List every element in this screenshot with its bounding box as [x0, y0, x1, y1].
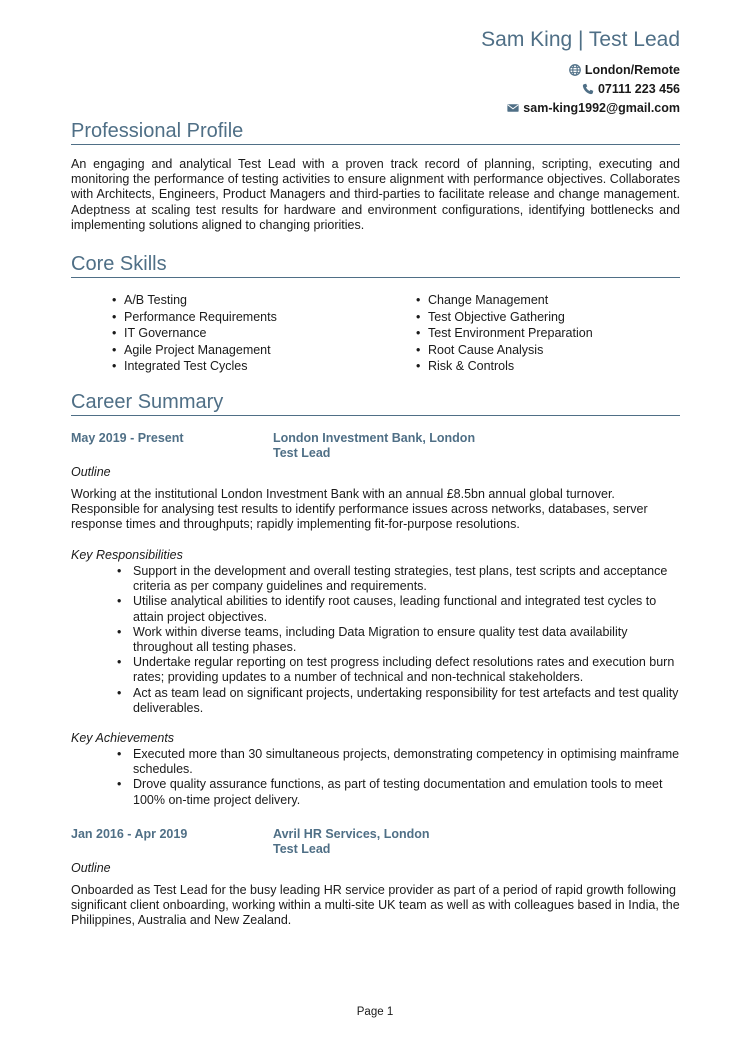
candidate-name: Sam King | Test Lead: [481, 28, 680, 51]
email-line: [507, 101, 680, 115]
phone-icon: [582, 83, 594, 95]
outline-label: Outline: [71, 861, 111, 875]
job-outline: Working at the institutional London Investment Bank with an annual £8.5bn annual global turnover. Responsible for analysing test results to identify performance issues across networks, databases, server response times and throughputs; rapidly implementing fit-for-purpose resolutions.: [71, 487, 648, 532]
skill-item: • IT Governance: [112, 325, 392, 342]
globe-icon: [569, 64, 581, 76]
skill-item: • Performance Requirements: [112, 309, 392, 326]
email-text[interactable]: sam-king1992@gmail.com: [523, 101, 680, 115]
skill-item: • Integrated Test Cycles: [112, 358, 392, 375]
list-item: • Executed more than 30 simultaneous projects, demonstrating competency in optimising mainframe schedules.: [133, 747, 681, 777]
skill-item: • A/B Testing: [112, 292, 392, 309]
job-dates: May 2019 - Present: [71, 431, 184, 445]
skill-item: • Test Environment Preparation: [416, 325, 680, 342]
job-dates: Jan 2016 - Apr 2019: [71, 827, 188, 841]
career-heading: Career Summary: [71, 390, 680, 416]
list-item: • Undertake regular reporting on test progress including defect resolutions rates and execution burn rates; providing updates to a number of technical and non-technical stakeholders.: [133, 655, 681, 685]
achievements-label: Key Achievements: [71, 731, 175, 745]
profile-text: An engaging and analytical Test Lead with a proven track record of planning, scripting, executing and monitoring the performance of testing activities to ensure alignment with performance objectives. Collaborates with Architects, Engineers, Product Managers and third-parties to facilitate release and change management. Adeptness at scaling test results for hardware and environment configurations, identifying bottlenecks and implementing solutions aligned to changing priorities.: [71, 157, 680, 232]
job-outline: Onboarded as Test Lead for the busy leading HR service provider as part of a period of rapid growth following significant client onboarding, working within a multi-site UK team as well as with colleagues based in India, the Philippines, Australia and New Zealand.: [71, 883, 680, 928]
phone-text: 07111 223 456: [597, 82, 680, 96]
profile-heading: Professional Profile: [71, 119, 680, 145]
envelope-icon: [507, 102, 519, 114]
skill-item: • Agile Project Management: [112, 342, 392, 359]
list-item: • Utilise analytical abilities to identify root causes, leading functional and integrated test cycles to attain project objectives.: [133, 594, 681, 624]
page-number: Page 1: [356, 1006, 394, 1018]
responsibilities-label: Key Responsibilities: [71, 548, 183, 562]
skill-item: • Risk & Controls: [416, 358, 680, 375]
skill-item: • Test Objective Gathering: [416, 309, 680, 326]
skill-item: • Root Cause Analysis: [416, 342, 680, 359]
job-role: Test Lead: [273, 446, 331, 460]
skills-left-list: [112, 292, 392, 375]
responsibilities-list: [133, 564, 681, 716]
phone-line: [582, 82, 680, 96]
location-text: London/Remote: [584, 63, 680, 77]
job-role: Test Lead: [273, 842, 331, 856]
skills-right-list: [416, 292, 680, 375]
list-item: • Support in the development and overall testing strategies, test plans, test scripts and acceptance criteria as per company guidelines and requirements.: [133, 564, 681, 594]
skill-item: • Change Management: [416, 292, 680, 309]
list-item: • Drove quality assurance functions, as part of testing documentation and emulation tools to meet 100% on-time project delivery.: [133, 777, 681, 807]
job-company: London Investment Bank, London: [273, 431, 476, 445]
outline-label: Outline: [71, 465, 111, 479]
achievements-list: [133, 747, 681, 808]
list-item: • Work within diverse teams, including Data Migration to ensure quality test data availability throughout all testing phases.: [133, 625, 681, 655]
job-company: Avril HR Services, London: [273, 827, 430, 841]
location-line: [569, 63, 680, 77]
skills-heading: Core Skills: [71, 252, 680, 278]
list-item: • Act as team lead on significant projects, undertaking responsibility for test artefacts and test quality deliverables.: [133, 686, 681, 716]
